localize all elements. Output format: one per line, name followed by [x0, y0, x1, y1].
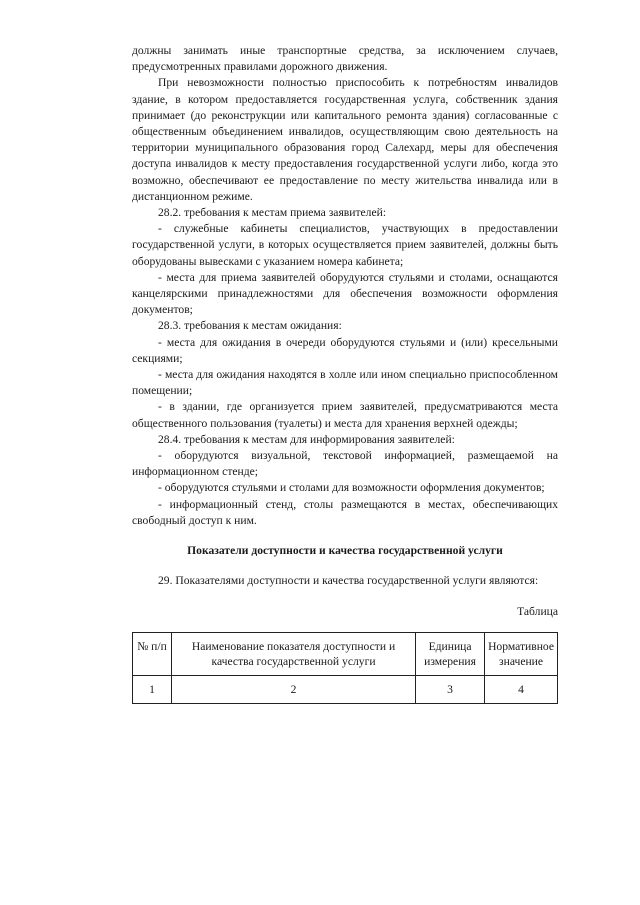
paragraph-28-3-item-2: - места для ожидания находятся в холле или ином специально приспособленном помещении; — [132, 368, 558, 398]
paragraph-28-3-item-3: - в здании, где организуется прием заявителей, предусматриваются места общественного пользования (туалеты) и места для хранения верхней одежды; — [132, 400, 558, 430]
document-body — [132, 43, 558, 704]
header-indicator-name: Наименование показателя доступности и качества государственной услуги — [172, 632, 416, 675]
paragraph-28-3-item-1: - места для ожидания в очереди оборудуются стульями и (или) кресельными секциями; — [132, 335, 558, 365]
header-number: № п/п — [133, 632, 172, 675]
table-cell: 4 — [485, 675, 558, 703]
paragraph-1: должны занимать иные транспортные средства, за исключением случаев, предусмотренных правилами дорожного движения. — [132, 44, 558, 74]
paragraph-28-3-title: 28.3. требования к местам ожидания: — [158, 319, 342, 333]
paragraph-28-2-item-1: - служебные кабинеты специалистов, участвующих в предоставлении государственной услуги, в которых осуществляется прием заявителей, должны быть оборудованы вывесками с указанием номера кабинета; — [132, 222, 558, 268]
paragraph-28-2-item-2: - места для приема заявителей оборудуются стульями и столами, оснащаются канцелярскими принадлежностями для обеспечения возможности оформления документов; — [132, 270, 558, 317]
table-cell: 3 — [416, 675, 485, 703]
section-heading: Показатели доступности и качества государственной услуги — [187, 544, 503, 558]
paragraph-28-4-item-2: - оборудуются стульями и столами для возможности оформления документов; — [158, 481, 545, 495]
paragraph-28-4-item-1: - оборудуются визуальной, текстовой информацией, размещаемой на информационном стенде; — [132, 449, 558, 479]
header-normative-value: Нормативное значение — [485, 632, 558, 675]
table-cell: 1 — [133, 675, 172, 703]
indicators-table — [132, 632, 558, 704]
paragraph-28-2-title: 28.2. требования к местам приема заявителей: — [158, 206, 387, 220]
header-unit: Единица измерения — [416, 632, 485, 675]
table-label: Таблица — [517, 604, 558, 618]
paragraph-2: При невозможности полностью приспособить к потребностям инвалидов здание, в котором предоставляется государственная услуга, собственник здания принимает (до реконструкции или капитального ремонта здания) согласованные с общественным объединением инвалидов, осуществляющим свою деятельность на территории муниципального образования город Салехард, меры для обеспечения доступа инвалидов к месту предоставления государственной услуги либо, когда это возможно, обеспечивают ее предоставление по месту жительства инвалида или в дистанционном режиме. — [132, 76, 558, 203]
table-cell: 2 — [172, 675, 416, 703]
paragraph-28-4-title: 28.4. требования к местам для информирования заявителей: — [158, 432, 455, 446]
table-row — [133, 675, 558, 703]
section-intro: 29. Показателями доступности и качества государственной услуги являются: — [158, 574, 539, 588]
paragraph-28-4-item-3: - информационный стенд, столы размещаются в местах, обеспечивающих свободный доступ к ним. — [132, 497, 558, 527]
table-header-row — [133, 632, 558, 675]
